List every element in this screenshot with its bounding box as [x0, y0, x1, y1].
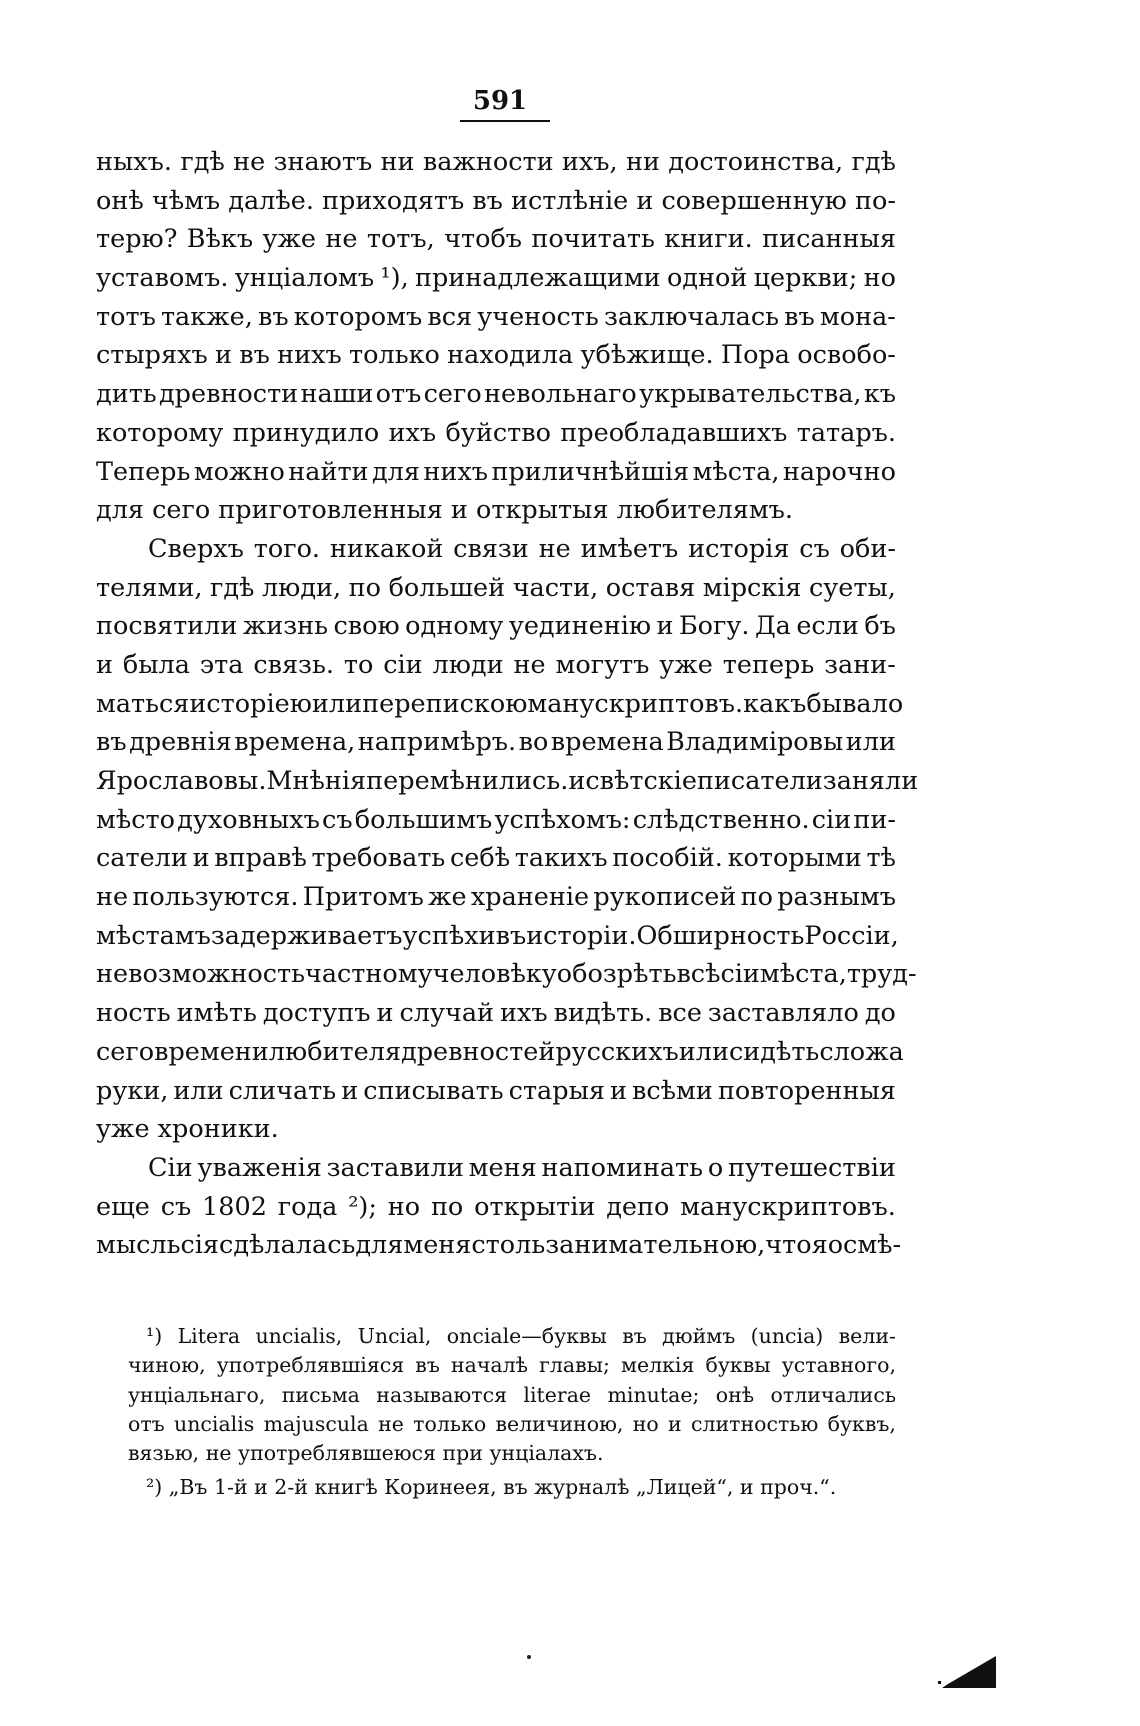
page-number: 591	[472, 86, 528, 116]
text-line: Ярославовы. Мнѣнія перемѣнились. и свѣтскіе писатели заняли	[96, 766, 919, 796]
text-line: мѣсто духовныхъ съ большимъ успѣхомъ: слѣдственно. сіи пи-	[96, 804, 896, 835]
text-line: маться исторіею или перепискою манускриптовъ. какъ бывало	[96, 688, 904, 719]
text-line: сего времени любителя древностей русскихъ или сидѣть сложа	[96, 1036, 904, 1067]
text-line: Сверхъ того. никакой связи не имѣетъ исторія съ оби-	[148, 533, 896, 564]
footnote-line: вязью, не употреблявшеюся при унціалахъ.	[128, 1441, 604, 1466]
text-line: терю? Вѣкъ уже не тотъ, чтобъ почитать книги. писанныя	[96, 224, 896, 255]
footnote-line: чиною, употреблявшіяся въ началѣ главы; мелкія буквы уставного,	[128, 1353, 896, 1378]
text-line: уже хроники.	[96, 1114, 279, 1145]
text-line: мѣстамъ задерживаетъ успѣхи въ исторіи. Обширность Россіи,	[96, 920, 899, 951]
text-line: мысль сія сдѣлалась для меня столь занимательною, что я осмѣ-	[96, 1230, 902, 1261]
text-line: руки, или сличать и списывать старыя и всѣми повторенныя	[96, 1075, 896, 1106]
text-line: для сего приготовленныя и открытыя любителямъ.	[96, 495, 794, 526]
scan-corner-mark	[938, 1654, 998, 1690]
text-line: еще съ 1802 года ²); но по открытіи депо манускриптовъ.	[96, 1191, 896, 1222]
text-line: ныхъ. гдѣ не знаютъ ни важности ихъ, ни достоинства, гдѣ	[96, 147, 896, 177]
footnote-line: ²) „Въ 1-й и 2-й книгѣ Коринеея, въ журналѣ „Лицей“, и проч.“.	[146, 1475, 837, 1500]
text-line: невозможность частному человѣку обозрѣть всѣ сіи мѣста, труд-	[96, 959, 917, 990]
text-line: которому принудило ихъ буйство преобладавшихъ татаръ.	[96, 417, 896, 448]
text-line: дить древности наши отъ сего невольнаго укрывательства, къ	[96, 379, 896, 410]
footnotes	[128, 1322, 896, 1503]
body-text	[96, 143, 919, 1265]
page-number-rule	[460, 120, 550, 122]
text-line: уставомъ. унціаломъ ¹), принадлежащими одной церкви; но	[96, 263, 896, 294]
text-line: въ древнія времена, напримѣръ. во времена Владиміровы или	[96, 727, 896, 758]
text-line: ность имѣть доступъ и случай ихъ видѣть. все заставляло до	[96, 998, 896, 1029]
text-line: сатели и вправѣ требовать себѣ такихъ пособій. которыми тѣ	[96, 843, 896, 874]
text-line: Сіи уваженія заставили меня напоминать о путешествіи	[148, 1152, 896, 1183]
text-line: и была эта связь. то сіи люди не могутъ уже теперь зани-	[96, 649, 896, 680]
footnote-line: унціальнаго, письма называются literae minutae; онѣ отличались	[128, 1382, 896, 1407]
text-line: телями, гдѣ люди, по большей части, оставя мірскія суеты,	[96, 572, 896, 603]
text-line: посвятили жизнь свою одному уединенію и Богу. Да если бъ	[96, 611, 896, 642]
text-line: Теперь можно найти для нихъ приличнѣйшія мѣста, нарочно	[96, 456, 896, 487]
text-line: тотъ также, въ которомъ вся ученость заключалась въ мона-	[96, 301, 896, 332]
print-speck	[527, 1655, 531, 1659]
text-line: не пользуются. Притомъ же храненіе рукописей по разнымъ	[96, 882, 896, 913]
footnote-line: отъ uncialis majuscula не только величиною, но и слитностью буквъ,	[128, 1411, 896, 1436]
footnote-line: ¹) Litera uncialis, Uncial, onciale—буквы въ дюймъ (uncia) вели-	[146, 1324, 896, 1348]
text-line: стыряхъ и въ нихъ только находила убѣжище. Пора освобо-	[96, 340, 896, 371]
text-line: онѣ чѣмъ далѣе. приходятъ въ истлѣніе и совершенную по-	[96, 185, 896, 216]
